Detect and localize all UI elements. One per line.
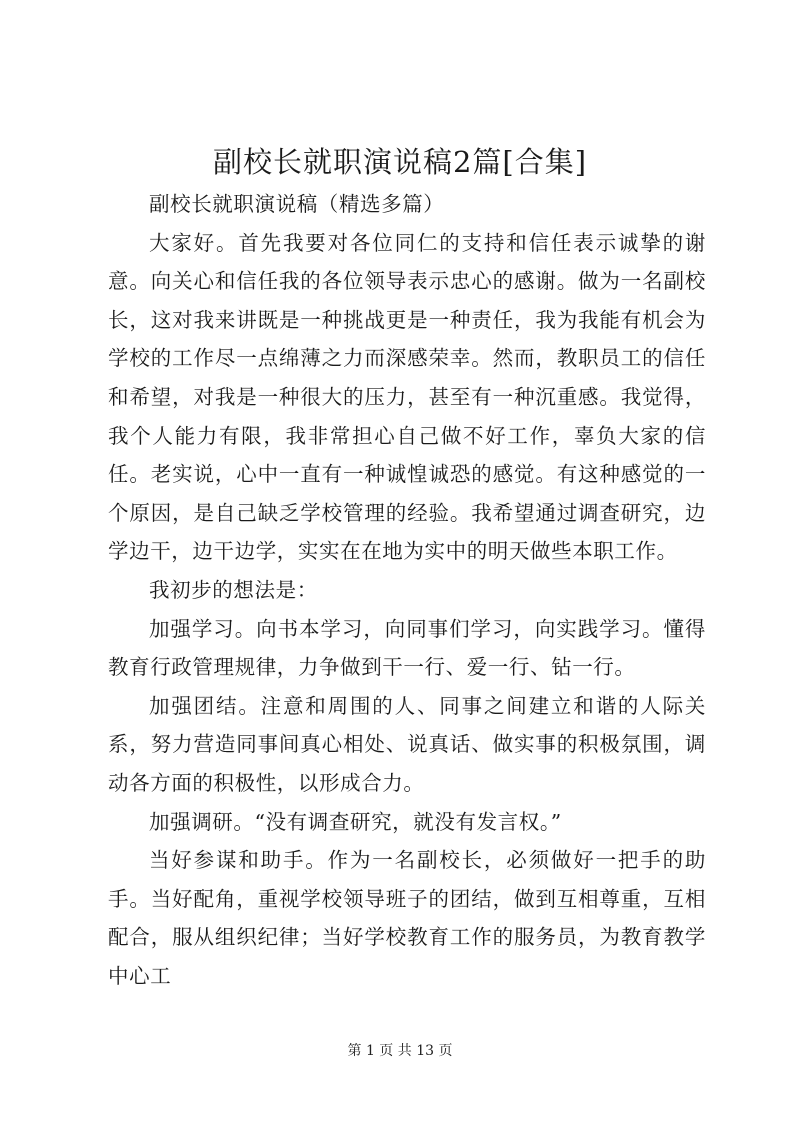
paragraph-study: 加强学习。向书本学习，向同事们学习，向实践学习。懂得教育行政管理规律，力争做到干一行、爱一行、钻一行。 bbox=[108, 616, 706, 680]
paragraph-assistant: 当好参谋和助手。作为一名副校长，必须做好一把手的助手。当好配角，重视学校领导班子的团结，做到互相尊重，互相配合，服从组织纪律；当好学校教育工作的服务员，为教育教学中心工 bbox=[108, 848, 706, 988]
paragraph-initial-ideas: 我初步的想法是： bbox=[149, 577, 318, 602]
document-body bbox=[108, 185, 706, 995]
paragraph-research: 加强调研。“没有调查研究，就没有发言权。” bbox=[149, 809, 562, 834]
page-number-footer: 第 1 页 共 13 页 bbox=[347, 1043, 453, 1059]
paragraph-subtitle: 副校长就职演说稿（精选多篇） bbox=[149, 192, 445, 216]
document-title: 副校长就职演说稿2篇[合集] bbox=[212, 145, 588, 179]
paragraph-unity: 加强团结。注意和周围的人、同事之间建立和谐的人际关系，努力营造同事间真心相处、说真话、做实事的积极氛围，调动各方面的积极性，以形成合力。 bbox=[108, 693, 706, 795]
paragraph-greeting: 大家好。首先我要对各位同仁的支持和信任表示诚挚的谢意。向关心和信任我的各位领导表示忠心的感谢。做为一名副校长，这对我来讲既是一种挑战更是一种责任，我为我能有机会为学校的工作尽一点绵薄之力而深感荣幸。然而，教职员工的信任和希望，对我是一种很大的压力，甚至有一种沉重感。我觉得，我个人能力有限，我非常担心自己做不好工作，辜负大家的信任。老实说，心中一直有一种诚惶诚恐的感觉。有这种感觉的一个原因，是自己缺乏学校管理的经验。我希望通过调查研究，边学边干，边干边学，实实在在地为实中的明天做些本职工作。 bbox=[108, 230, 706, 564]
